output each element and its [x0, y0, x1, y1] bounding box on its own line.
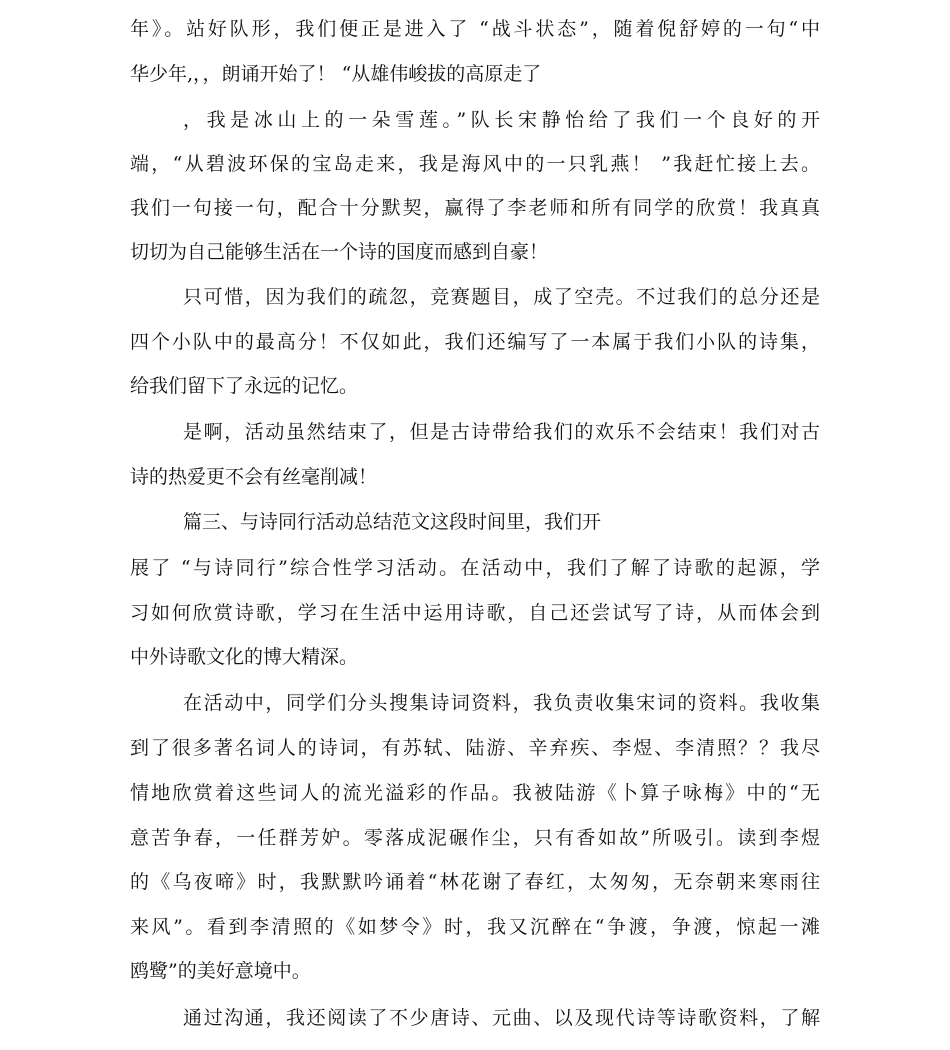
text-line: 的《乌夜啼》时，我默默吟诵着“林花谢了春红，太匆匆，无奈朝来寒雨往	[130, 871, 820, 893]
text-line: 展了 “与诗同行”综合性学习活动。在活动中，我们了解了诗歌的起源，学	[130, 557, 820, 579]
text-line: 端，“从碧波环保的宝岛走来，我是海风中的一只乳燕！ ”我赶忙接上去。	[130, 153, 820, 175]
text-line: ，我是冰山上的一朵雪莲。”队长宋静怡给了我们一个良好的开	[183, 109, 820, 131]
text-line: 来风”。看到李清照的《如梦令》时，我又沉醉在“争渡，争渡，惊起一滩	[130, 916, 820, 938]
text-line: 华少年,，，朗诵开始了！ “从雄伟峻拔的高原走了	[130, 63, 542, 85]
text-line: 切切为自己能够生活在一个诗的国度而感到自豪！	[130, 241, 549, 263]
text-line: 只可惜，因为我们的疏忽，竞赛题目，成了空壳。不过我们的总分还是	[183, 286, 820, 308]
text-line: 诗的热爱更不会有丝毫削减！	[130, 466, 378, 488]
text-line: 年》。站好队形，我们便正是进入了 “战斗状态”，随着倪舒婷的一句“中	[130, 18, 820, 40]
text-line: 习如何欣赏诗歌，学习在生活中运用诗歌，自己还尝试写了诗，从而体会到	[130, 602, 820, 624]
text-line: 情地欣赏着这些词人的流光溢彩的作品。我被陆游《卜算子咏梅》中的“无	[130, 782, 820, 804]
text-line: 鸥鹭”的美好意境中。	[130, 960, 311, 982]
text-line: 我们一句接一句，配合十分默契，赢得了李老师和所有同学的欣赏！我真真	[130, 197, 820, 219]
text-line: 中外诗歌文化的博大精深。	[130, 646, 359, 668]
text-line: 到了很多著名词人的诗词，有苏轼、陆游、辛弃疾、李煜、李清照？？我尽	[130, 737, 820, 759]
text-line: 四个小队中的最高分！不仅如此，我们还编写了一本属于我们小队的诗集，	[130, 331, 820, 353]
text-line: 意苦争春，一任群芳妒。零落成泥碾作尘，只有香如故”所吸引。读到李煜	[130, 827, 820, 849]
section-heading-line: 篇三、与诗同行活动总结范文这段时间里，我们开	[183, 511, 602, 533]
text-line: 给我们留下了永远的记忆。	[130, 375, 359, 397]
text-line: 通过沟通，我还阅读了不少唐诗、元曲、以及现代诗等诗歌资料，了解	[183, 1007, 820, 1029]
text-line: 是啊，活动虽然结束了，但是古诗带给我们的欢乐不会结束！我们对古	[183, 421, 820, 443]
text-line: 在活动中，同学们分头搜集诗词资料，我负责收集宋词的资料。我收集	[183, 692, 820, 714]
